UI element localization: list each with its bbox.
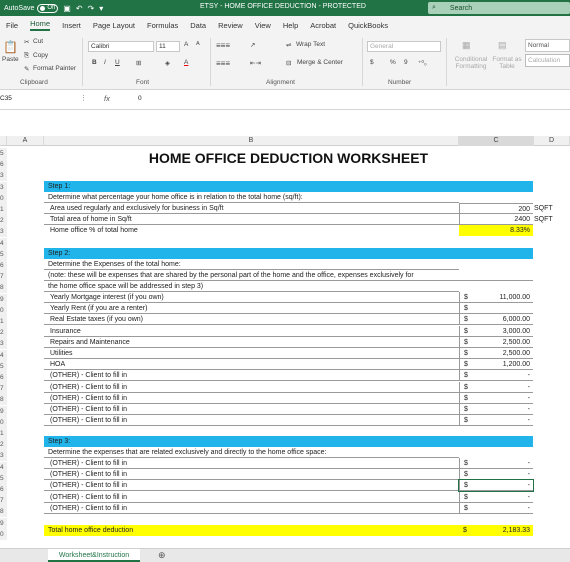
save-icon[interactable]: ▣: [63, 3, 71, 13]
divider: [362, 38, 363, 86]
step3-header[interactable]: Step 3:: [44, 436, 533, 447]
sheet-grid: [0, 146, 570, 548]
expense-amount: -: [527, 406, 530, 413]
currency-symbol: $: [464, 350, 468, 357]
expense-amount: 6,000.00: [502, 316, 530, 324]
font-size-select[interactable]: 11: [156, 41, 180, 52]
column-header-d[interactable]: D: [534, 136, 570, 146]
expense-amount: 11,000.00: [499, 294, 530, 301]
expense-label[interactable]: Yearly Rent (if you are a renter): [44, 303, 459, 314]
tab-review[interactable]: Review: [218, 20, 243, 30]
direct-expense-amount: -: [527, 493, 530, 501]
align-top-icon[interactable]: ≡≡≡: [216, 41, 231, 50]
expense-amount-cell[interactable]: [459, 415, 533, 426]
expense-label[interactable]: (OTHER) - Client to fill in: [44, 393, 459, 404]
step2-description[interactable]: Determine the Expenses of the total home:: [44, 259, 459, 270]
format-as-table-button[interactable]: Format as Table: [492, 56, 522, 70]
currency-symbol: $: [464, 493, 468, 501]
row-header[interactable]: 6: [0, 159, 7, 170]
tab-quickbooks[interactable]: QuickBooks: [348, 20, 389, 30]
row-header[interactable]: 7: [0, 271, 7, 282]
conditional-formatting-button[interactable]: Conditional Formatting: [454, 56, 488, 70]
expense-amount: 3,000.00: [502, 327, 530, 335]
orientation-icon[interactable]: ↗: [250, 42, 256, 49]
expense-amount-cell[interactable]: [459, 314, 533, 325]
cut-button[interactable]: Cut: [33, 38, 44, 45]
underline-button[interactable]: U: [115, 59, 120, 66]
comma-button[interactable]: 9: [404, 59, 408, 66]
format-painter-button[interactable]: Format Painter: [33, 65, 76, 72]
autosave-label: AutoSave: [4, 4, 35, 12]
area-total-value: 2400: [514, 216, 530, 223]
area-office-value: 200: [518, 206, 530, 213]
row-header[interactable]: 6: [0, 372, 7, 383]
customize-icon[interactable]: ▾: [99, 3, 104, 13]
insert-function-button[interactable]: fx: [104, 94, 110, 103]
expense-amount-cell[interactable]: [459, 348, 533, 359]
direct-expense-amount: -: [527, 504, 530, 512]
row-header[interactable]: 1: [0, 204, 7, 215]
expense-amount: 2,500.00: [502, 338, 530, 346]
expense-amount: -: [527, 372, 530, 380]
bold-button[interactable]: B: [92, 59, 97, 66]
direct-expense-label[interactable]: (OTHER) - Client to fill in: [44, 469, 459, 480]
row-header[interactable]: 3: [0, 450, 7, 461]
row-header[interactable]: 2: [0, 327, 7, 338]
increase-font-button[interactable]: A: [184, 41, 189, 48]
tab-page-layout[interactable]: Page Layout: [92, 20, 135, 30]
select-all-corner[interactable]: [0, 136, 7, 146]
tab-view[interactable]: View: [254, 20, 271, 30]
row-header[interactable]: 9: [0, 406, 7, 417]
worksheet-title[interactable]: HOME OFFICE DEDUCTION WORKSHEET: [148, 150, 429, 166]
style-calculation[interactable]: Calculation: [525, 54, 570, 67]
name-box[interactable]: C35: [0, 95, 12, 102]
clipboard-group-label: Clipboard: [20, 79, 48, 86]
area-total-unit[interactable]: SQFT: [534, 216, 553, 223]
step2-header[interactable]: Step 2:: [44, 248, 533, 259]
wrap-text-button[interactable]: Wrap Text: [296, 41, 326, 48]
currency-symbol: $: [464, 383, 468, 391]
expense-amount: 1,200.00: [502, 361, 530, 369]
formula-input[interactable]: 0: [138, 95, 142, 102]
row-header[interactable]: 8: [0, 506, 7, 517]
direct-expense-label[interactable]: (OTHER) - Client to fill in: [44, 458, 459, 469]
direct-expense-amount: -: [527, 482, 530, 490]
window-title: ETSY - HOME OFFICE DEDUCTION - PROTECTED: [200, 3, 366, 10]
row-header[interactable]: 7: [0, 383, 7, 394]
currency-symbol: $: [464, 327, 468, 335]
expense-amount-cell[interactable]: [459, 359, 533, 370]
ribbon-tabs: [0, 16, 570, 34]
conditional-formatting-icon[interactable]: ▦: [462, 40, 471, 50]
expense-label[interactable]: Utilities: [44, 348, 459, 359]
tab-home[interactable]: Home: [30, 19, 50, 31]
expense-label[interactable]: (OTHER) - Client to fill in: [44, 382, 459, 393]
format-painter-icon[interactable]: ✎: [24, 66, 30, 73]
search-placeholder: Search: [449, 4, 473, 12]
expense-label[interactable]: Repairs and Maintenance: [44, 337, 459, 348]
font-name-select[interactable]: Calibri: [88, 41, 154, 52]
autosave-toggle[interactable]: Off: [37, 4, 58, 13]
currency-symbol: $: [464, 417, 468, 425]
expense-label[interactable]: Real Estate taxes (if you own): [44, 314, 459, 325]
area-total-label[interactable]: Total area of home in Sq/ft: [44, 214, 459, 225]
direct-expense-amount-cell[interactable]: [459, 469, 533, 480]
total-deduction-label[interactable]: Total home office deduction: [44, 525, 459, 536]
currency-symbol: $: [464, 471, 468, 479]
row-header[interactable]: 1: [0, 316, 7, 327]
expense-amount-cell[interactable]: [459, 292, 533, 303]
column-header-a[interactable]: A: [7, 136, 44, 146]
cut-icon[interactable]: ✂: [24, 39, 30, 46]
sheet-tab-bar: [0, 548, 570, 562]
tab-formulas[interactable]: Formulas: [147, 20, 179, 30]
formula-bar-controls-icon: ⋮: [80, 95, 87, 102]
decimal-icon[interactable]: ⁺⁰₀: [418, 60, 427, 67]
ribbon-home: [0, 34, 570, 90]
merge-center-icon[interactable]: ⊟: [286, 60, 292, 67]
currency-symbol: $: [464, 394, 468, 402]
row-header[interactable]: 2: [0, 439, 7, 450]
row-header[interactable]: 0: [0, 193, 7, 204]
percent-button[interactable]: %: [390, 59, 396, 66]
row-header[interactable]: 2: [0, 215, 7, 226]
row-header[interactable]: 9: [0, 294, 7, 305]
row-header[interactable]: 1: [0, 428, 7, 439]
number-format-select[interactable]: General: [367, 41, 441, 52]
column-header-c[interactable]: C: [459, 136, 534, 146]
copy-icon[interactable]: ⎘: [24, 52, 30, 59]
alignment-group-label: Alignment: [266, 79, 295, 86]
align-left-icon[interactable]: ≡≡≡: [216, 59, 231, 68]
area-office-label[interactable]: Area used regularly and exclusively for business in Sq/ft: [44, 203, 459, 214]
currency-symbol: $: [464, 504, 468, 512]
expense-amount-cell[interactable]: [459, 382, 533, 393]
expense-amount: 2,500.00: [502, 350, 530, 357]
borders-icon[interactable]: ⊞: [136, 60, 142, 67]
office-pct-cell[interactable]: [459, 225, 533, 236]
direct-expense-amount-cell[interactable]: [459, 503, 533, 514]
sheet-tab-worksheet[interactable]: Worksheet&Instruction: [48, 549, 140, 562]
expense-amount-cell[interactable]: [459, 303, 533, 314]
step3-description[interactable]: Determine the expenses that are related exclusively and directly to the home office space:: [44, 447, 459, 458]
currency-symbol: $: [464, 372, 468, 380]
office-pct-label[interactable]: Home office % of total home: [50, 227, 138, 234]
expense-amount-cell[interactable]: [459, 326, 533, 337]
expense-label[interactable]: HOA: [44, 359, 459, 370]
row-header[interactable]: 3: [0, 226, 7, 237]
currency-symbol: $: [464, 338, 468, 346]
merge-center-button[interactable]: Merge & Center: [297, 59, 343, 66]
copy-button[interactable]: Copy: [33, 52, 49, 59]
expense-label[interactable]: (OTHER) - Client to fill in: [44, 404, 459, 415]
step1-header[interactable]: Step 1:: [44, 181, 533, 192]
tab-file[interactable]: File: [6, 20, 19, 30]
expense-amount-cell[interactable]: [459, 393, 533, 404]
row-header[interactable]: 0: [0, 417, 7, 428]
decrease-font-button[interactable]: A: [196, 41, 200, 47]
expense-label[interactable]: (OTHER) - Client to fill in: [44, 415, 459, 426]
expense-amount-cell[interactable]: [459, 337, 533, 348]
wrap-text-icon[interactable]: ⇌: [286, 42, 292, 49]
row-header[interactable]: 3: [0, 170, 7, 181]
step2-note[interactable]: (note: these will be expenses that are shared by the personal part of the home and the office, expenses exclusively for: [44, 270, 533, 281]
area-office-cell[interactable]: [459, 203, 533, 214]
direct-expense-amount-cell[interactable]: [459, 480, 533, 491]
step1-description[interactable]: Determine what percentage your home office is in relation to the total home (sq/ft):: [44, 192, 459, 203]
expense-amount: -: [527, 417, 530, 425]
direct-expense-amount: -: [527, 471, 530, 479]
row-header[interactable]: 3: [0, 182, 7, 193]
row-header[interactable]: 5: [0, 148, 7, 159]
direct-expense-amount-cell[interactable]: [459, 492, 533, 503]
row-header[interactable]: 8: [0, 394, 7, 405]
office-pct-value: 8.33%: [510, 227, 530, 234]
paste-icon[interactable]: 📋: [3, 40, 18, 54]
currency-symbol: $: [464, 294, 468, 301]
expense-label[interactable]: Yearly Mortgage interest (if you own): [44, 292, 459, 303]
row-header[interactable]: 6: [0, 484, 7, 495]
direct-expense-label[interactable]: (OTHER) - Client to fill in: [44, 492, 459, 503]
direct-expense-amount: -: [527, 460, 530, 467]
column-headers: [0, 136, 570, 146]
row-header[interactable]: 5: [0, 473, 7, 484]
tab-acrobat[interactable]: Acrobat: [310, 20, 337, 30]
area-office-unit[interactable]: SQFT: [534, 205, 553, 212]
row-header[interactable]: 4: [0, 238, 7, 249]
currency-symbol: $: [464, 316, 468, 324]
row-header[interactable]: 8: [0, 282, 7, 293]
currency-symbol: $: [464, 482, 468, 490]
format-table-icon[interactable]: ▤: [498, 40, 507, 50]
currency-symbol: $: [464, 406, 468, 413]
divider: [446, 38, 447, 86]
row-header[interactable]: 5: [0, 249, 7, 260]
column-header-b[interactable]: B: [44, 136, 459, 146]
expense-amount: -: [527, 383, 530, 391]
add-sheet-icon[interactable]: ⊕: [158, 550, 166, 560]
expense-amount: -: [527, 394, 530, 402]
tab-insert[interactable]: Insert: [62, 20, 81, 30]
search-box[interactable]: [428, 2, 570, 14]
row-header[interactable]: 0: [0, 529, 7, 540]
redo-icon[interactable]: ↷: [87, 3, 95, 13]
direct-expense-label[interactable]: (OTHER) - Client to fill in: [44, 503, 459, 514]
area-total-cell[interactable]: [459, 214, 533, 225]
italic-button[interactable]: I: [104, 59, 106, 66]
row-header[interactable]: 5: [0, 361, 7, 372]
expense-amount-cell[interactable]: [459, 404, 533, 415]
title-bar: [0, 0, 570, 16]
tab-help[interactable]: Help: [282, 20, 299, 30]
font-color-icon[interactable]: A: [184, 59, 189, 66]
total-deduction-value: 2,183.33: [502, 527, 530, 534]
row-header[interactable]: 3: [0, 338, 7, 349]
step2-note-continued[interactable]: the home office space will be addressed in step 3): [44, 281, 459, 292]
row-header[interactable]: 6: [0, 260, 7, 271]
indent-icon[interactable]: ⇤⇥: [250, 60, 261, 67]
expense-amount-cell[interactable]: [459, 370, 533, 381]
total-deduction-cell[interactable]: $ 2,183.33: [459, 525, 533, 536]
divider: [82, 38, 83, 86]
expense-label[interactable]: Insurance: [44, 326, 459, 337]
expense-label[interactable]: (OTHER) - Client to fill in: [44, 370, 459, 381]
currency-symbol: $: [464, 305, 468, 313]
currency-button[interactable]: $: [370, 59, 374, 66]
row-header[interactable]: 4: [0, 350, 7, 361]
row-header[interactable]: 9: [0, 518, 7, 529]
divider: [210, 38, 211, 86]
search-icon: ⌕: [432, 4, 436, 11]
direct-expense-label[interactable]: (OTHER) - Client to fill in: [44, 480, 459, 491]
style-normal[interactable]: Normal: [525, 39, 570, 52]
paste-button[interactable]: Paste: [2, 56, 19, 63]
row-header[interactable]: 4: [0, 462, 7, 473]
formula-bar: [0, 90, 570, 110]
tab-data[interactable]: Data: [190, 20, 207, 30]
currency-symbol: $: [464, 460, 468, 467]
fill-color-icon[interactable]: ◈: [165, 60, 170, 67]
font-group-label: Font: [136, 79, 150, 86]
direct-expense-amount-cell[interactable]: [459, 458, 533, 469]
undo-icon[interactable]: ↶: [75, 3, 83, 13]
toggle-dot-icon: [40, 6, 45, 11]
row-header[interactable]: 0: [0, 305, 7, 316]
currency-symbol: $: [464, 361, 468, 369]
number-group-label: Number: [388, 79, 412, 86]
row-header[interactable]: 7: [0, 495, 7, 506]
